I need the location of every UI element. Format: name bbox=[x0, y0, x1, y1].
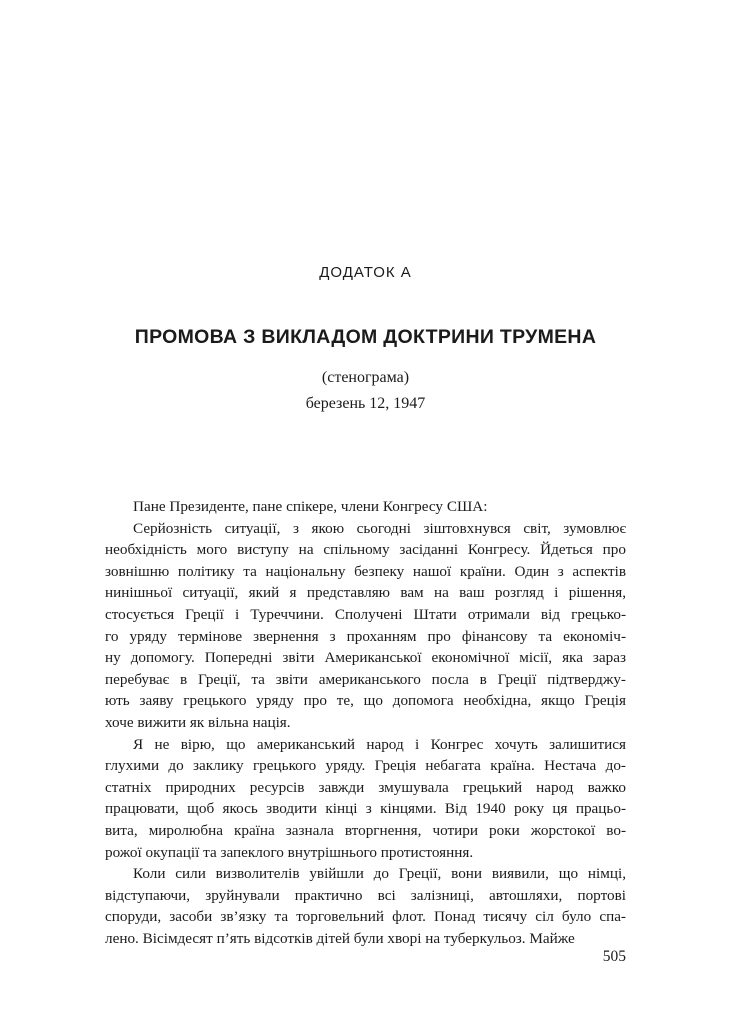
page-number: 505 bbox=[602, 948, 626, 965]
text-line: Серйозність ситуації, з якою сьогодні зіштовхнувся світ, зумовлює bbox=[133, 519, 626, 537]
text-line: рожої окупації та запеклого внутрішнього протистояння. bbox=[105, 843, 474, 861]
text-line: статніх природних ресурсів завжди змушувала грецький народ важко bbox=[105, 778, 626, 796]
text-line: ну допомогу. Попередні звіти Американської економічної місії, яка зараз bbox=[105, 649, 626, 667]
page-title: ПРОМОВА З ВИКЛАДОМ ДОКТРИНИ ТРУМЕНА bbox=[134, 326, 597, 348]
text-line: глухими до заклику грецького уряду. Греція небагата країна. Нестача до- bbox=[105, 757, 626, 775]
text-line: стосується Греції і Туреччини. Сполучені Штати отримали від грецько- bbox=[105, 605, 626, 623]
subtitle-transcript: (стенограма) bbox=[321, 369, 410, 386]
text-line: ють заяву грецького уряду про те, що допомога необхідна, якщо Греція bbox=[105, 692, 626, 710]
text-line: Коли сили визволителів увійшли до Греції, вони виявили, що німці, bbox=[133, 865, 626, 883]
body-text bbox=[105, 496, 626, 949]
text-line: працювати, щоб якось зводити кінці з кінцями. Від 1940 року ця працьо- bbox=[105, 800, 626, 818]
text-line: споруди, засоби зв’язку та торговельний флот. Понад тисячу сіл було спа- bbox=[105, 908, 626, 926]
date-line: березень 12, 1947 bbox=[305, 395, 426, 412]
appendix-label: ДОДАТОК А bbox=[319, 264, 412, 281]
text-line: відступаючи, зруйнували практично всі залізниці, автошляхи, портові bbox=[105, 886, 626, 904]
text-line: лено. Вісімдесят п’ять відсотків дітей були хворі на туберкульоз. Майже bbox=[105, 929, 575, 947]
text-line: хоче вижити як вільна нація. bbox=[105, 713, 291, 731]
text-line: нинішньої ситуації, який я представляю вам на ваш розгляд і рішення, bbox=[105, 584, 626, 602]
text-line: перебуває в Греції, та звіти американського посла в Греції підтверджу- bbox=[105, 670, 626, 688]
text-line: вита, миролюбна країна зазнала вторгнення, чотири роки жорстокої во- bbox=[105, 821, 626, 839]
text-line: го уряду термінове звернення з проханням про фінансову та економіч- bbox=[105, 627, 626, 645]
text-line: необхідність мого виступу на спільному засіданні Конгресу. Йдеться про bbox=[105, 541, 626, 559]
text-line: Я не вірю, що американський народ і Конгрес хочуть залишитися bbox=[133, 735, 626, 753]
text-line: Пане Президенте, пане спікере, члени Конгресу США: bbox=[133, 498, 488, 515]
text-line: зовнішню політику та національну безпеку нашої країни. Один з аспектів bbox=[105, 562, 626, 580]
